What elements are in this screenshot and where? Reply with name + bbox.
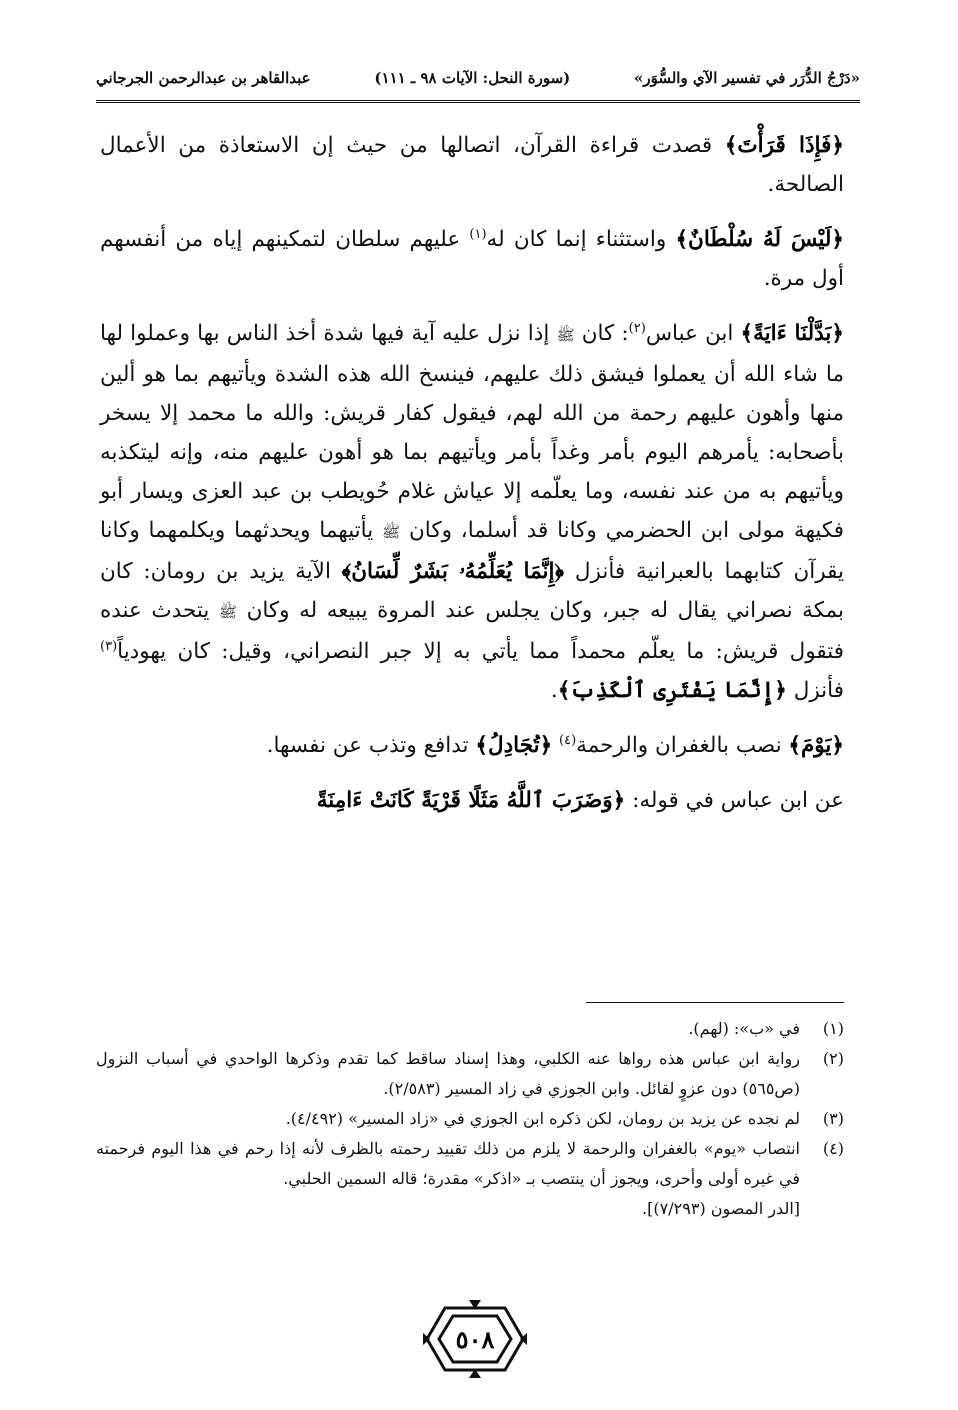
footnote-4 xyxy=(96,1134,844,1194)
footnote-text: لم نجده عن يزيد بن رومان، لكن ذكره ابن الجوزي في «زاد المسير» (٤/٤٩٢). xyxy=(285,1109,800,1128)
paragraph-text: عن ابن عباس في قوله: xyxy=(625,788,844,813)
footnotes xyxy=(96,1014,844,1224)
paragraph-text: واستثناء إنما كان له xyxy=(486,227,676,252)
paragraph-text: يأتيهما ويحدثهما ويكلمهما وكانا يقرآن كتابهما بالعبرانية فأنزل xyxy=(100,518,844,584)
paragraph-text xyxy=(552,733,559,758)
running-header xyxy=(96,58,860,98)
header-surah-range: (سورة النحل: الآيات ٩٨ ـ ١١١) xyxy=(374,69,571,87)
header-book-title: «دَرْجُ الدُّرَر في تفسير الآي والسُّوَر» xyxy=(633,69,860,87)
footnote-ref-3: (٣) xyxy=(100,638,118,654)
quran-quote: ﴿وَضَرَبَ ٱللَّهُ مَثَلًا قَرْيَةً كَانَتْ ءَامِنَةً xyxy=(316,788,626,813)
header-divider xyxy=(96,100,860,103)
main-text xyxy=(100,126,844,836)
paragraph-3 xyxy=(100,314,844,710)
salutation-symbol: ﷺ xyxy=(382,523,401,541)
footnote-ref-2: (٢) xyxy=(628,320,646,336)
footnote-source: [الدر المصون (٧/٢٩٣)]. xyxy=(642,1199,800,1218)
footnote-ref-1: (١) xyxy=(469,226,487,242)
paragraph-text: قصدت قراءة القرآن، اتصالها من حيث إن الاستعاذة من الأعمال الصالحة. xyxy=(100,133,844,197)
paragraph-text: يتحدث عنده فتقول قريش: ما يعلّم محمداً مما يأتي به إلا جبر النصراني، وقيل: كان يهودياً xyxy=(100,598,844,664)
quran-quote: ﴿إِنَّمَا يُعَلِّمُهُۥ بَشَرٌ لِّسَانُ﴾ xyxy=(341,559,565,584)
paragraph-text: . xyxy=(550,678,558,703)
paragraph-2 xyxy=(100,220,844,298)
page-number: ٥٠٨ xyxy=(455,1324,495,1354)
footnote-1 xyxy=(96,1014,844,1044)
paragraph-text: : كان xyxy=(574,321,629,346)
quran-quote: ﴿فَإِذَا قَرَأْتَ﴾ xyxy=(724,133,844,158)
page-number-ornament xyxy=(423,1300,527,1378)
footnote-divider xyxy=(586,1002,844,1003)
salutation-symbol: ﷺ xyxy=(556,326,575,344)
footnote-3 xyxy=(96,1104,844,1134)
quran-quote: ﴿تُجَادِلُ﴾ xyxy=(475,733,553,758)
footnote-number: (٤) xyxy=(822,1139,844,1158)
footnote-number: (١) xyxy=(822,1019,844,1038)
footnote-text: رواية ابن عباس هذه رواها عنه الكلبي، وهذا إسناد ساقط كما تقدم وذكرها الواحدي في أسباب النزول (ص٥٦٥) دون عزوٍ لقائل. وابن الجوزي في زاد المسير (٢/٥٨٣). xyxy=(96,1049,800,1098)
paragraph-4 xyxy=(100,726,844,765)
quran-quote: ﴿لَيْسَ لَهُ سُلْطَانٌ﴾ xyxy=(675,227,844,252)
footnote-text: في «ب»: (لهم). xyxy=(688,1019,800,1038)
paragraph-text: فأنزل xyxy=(786,678,844,703)
footnote-2 xyxy=(96,1044,844,1104)
footnote-ref-4: (٤) xyxy=(559,732,577,748)
quran-quote: ﴿إِنَّمَا يَفْتَرِى ٱلْكَذِبَ﴾ xyxy=(557,678,787,703)
quran-quote: ﴿بَدَّلْنَا ءَايَةً﴾ xyxy=(740,321,844,346)
quran-quote: ﴿يَوْمَ﴾ xyxy=(788,733,844,758)
paragraph-text: تدافع وتذب عن نفسها. xyxy=(266,733,476,758)
header-author: عبدالقاهر بن عبدالرحمن الجرجاني xyxy=(96,69,311,87)
paragraph-text: عليهم سلطان لتمكينهم إياه من أنفسهم أول مرة. xyxy=(100,227,844,291)
footnote-number: (٣) xyxy=(822,1109,844,1128)
paragraph-text: ابن عباس xyxy=(645,321,741,346)
salutation-symbol: ﷺ xyxy=(218,603,237,621)
paragraph-5 xyxy=(100,781,844,820)
paragraph-text: الآية يزيد بن رومان: كان بمكة نصراني يقال له جبر، وكان يجلس عند المروة يبيعه له وكان xyxy=(100,559,844,623)
paragraph-1 xyxy=(100,126,844,204)
paragraph-text: نصب بالغفران والرحمة xyxy=(576,733,789,758)
paragraph-text: إذا نزل عليه آية فيها شدة أخذ الناس بها وعملوا لها ما شاء الله أن يعملوا فيشق ذلك عليهم، فينسخ الله هذه الشدة ويأتيهم بما هو ألين منها وأهون عليهم رحمة من الله لهم، فيقول كفار قريش: والله ما محمد إلا يسخر بأصحابه: يأمرهم اليوم بأمر وغداً بأمر ويأتيهم بما هو أهون عليهم منه، وإنه ليتكذبه ويأتيهم به من عند نفسه، وما يعلّمه إلا عياش غلام حُويطب بن عبد العزى ويسار أبو فكيهة مولى ابن الحضرمي وكانا قد أسلما، وكان xyxy=(100,321,844,543)
footnote-number: (٢) xyxy=(822,1049,844,1068)
footnote-text: انتصاب «يوم» بالغفران والرحمة لا يلزم من ذلك تقييد رحمته بالظرف لأنه إذا رحم في هذا اليوم فرحمته في غيره أولى وأحرى، ويجوز أن ينتصب بـ «اذكر» مقدرة؛ قاله السمين الحلبي. xyxy=(96,1139,800,1188)
